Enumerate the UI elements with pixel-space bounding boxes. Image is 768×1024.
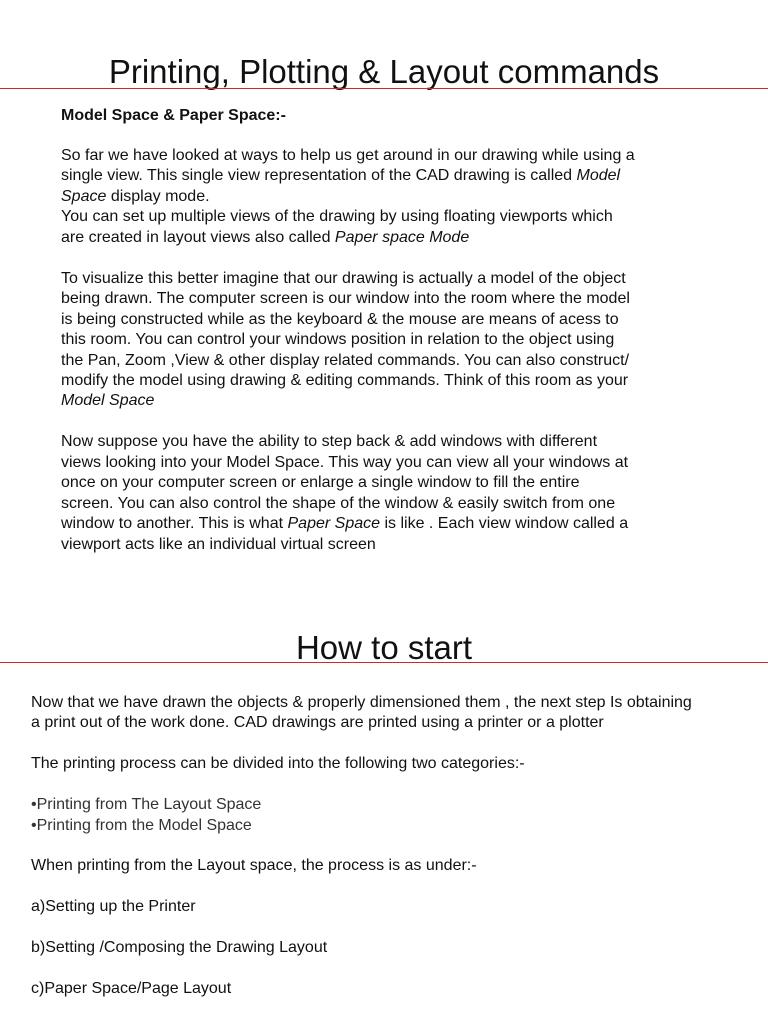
- text-run: So far we have looked at ways to help us get around in our drawing while using a: [61, 147, 635, 164]
- text-line: [61, 391, 154, 411]
- text-run: Model Space & Paper Space:-: [61, 107, 286, 124]
- text-run: •Printing from The Layout Space: [31, 796, 262, 813]
- text-run: is like . Each view window called a: [380, 515, 629, 532]
- text-run: c)Paper Space/Page Layout: [31, 980, 232, 997]
- text-line: [61, 473, 580, 493]
- section-title: Printing, Plotting & Layout commands: [108, 53, 660, 90]
- text-line: [61, 453, 628, 473]
- text-line: [61, 432, 597, 452]
- text-run: b)Setting /Composing the Drawing Layout: [31, 939, 328, 956]
- text-run: is being constructed while as the keyboard & the mouse are means of acess to: [61, 311, 619, 328]
- text-line: [61, 146, 635, 166]
- italic-term: Paper Space: [287, 515, 381, 532]
- text-line: [31, 979, 231, 999]
- text-run: Now suppose you have the ability to step back & add windows with different: [61, 433, 598, 450]
- text-run: a print out of the work done. CAD drawings are printed using a printer or a plotter: [31, 714, 604, 731]
- text-run: You can set up multiple views of the drawing by using floating viewports which: [61, 208, 613, 225]
- text-run: modify the model using drawing & editing commands. Think of this room as your: [61, 372, 629, 389]
- title-divider: [0, 88, 768, 89]
- text-line: [61, 207, 613, 227]
- text-line: [61, 228, 469, 248]
- text-run: viewport acts like an individual virtual screen: [61, 536, 376, 553]
- text-run: display mode.: [106, 188, 210, 205]
- text-line: [61, 187, 210, 207]
- text-line: [31, 713, 604, 733]
- text-run: once on your computer screen or enlarge a single window to fill the entire: [61, 474, 580, 491]
- italic-term: Paper space Mode: [334, 229, 470, 246]
- text-line: [61, 330, 614, 350]
- text-line: [61, 351, 629, 371]
- text-run: The printing process can be divided into the following two categories:-: [31, 755, 525, 772]
- text-run: When printing from the Layout space, the process is as under:-: [31, 857, 477, 874]
- text-run: To visualize this better imagine that our drawing is actually a model of the object: [61, 270, 626, 287]
- text-line: [31, 897, 196, 917]
- text-run: being drawn. The computer screen is our window into the room where the model: [61, 290, 630, 307]
- text-line: [31, 938, 327, 958]
- text-line: [61, 371, 628, 391]
- text-line: [31, 693, 692, 713]
- text-run: a)Setting up the Printer: [31, 898, 196, 915]
- subheading: [61, 106, 286, 126]
- italic-term: Model: [576, 167, 621, 184]
- text-run: views looking into your Model Space. This way you can view all your windows at: [61, 454, 629, 471]
- text-line: [31, 754, 525, 774]
- text-run: •Printing from the Model Space: [31, 817, 252, 834]
- text-run: this room. You can control your windows position in relation to the object using: [61, 331, 615, 348]
- text-run: screen. You can also control the shape of the window & easily switch from one: [61, 495, 616, 512]
- italic-term: Space: [61, 188, 107, 205]
- text-run: single view. This single view representation of the CAD drawing is called: [61, 167, 577, 184]
- text-run: window to another. This is what: [61, 515, 288, 532]
- title-divider: [0, 662, 768, 663]
- text-line: [61, 535, 376, 555]
- text-run: Now that we have drawn the objects & properly dimensioned them , the next step Is obtaining: [31, 694, 692, 711]
- bullet-item: [31, 795, 261, 815]
- text-run: the Pan, Zoom ,View & other display related commands. You can also construct/: [61, 352, 630, 369]
- text-line: [61, 514, 628, 534]
- text-line: [61, 494, 615, 514]
- bullet-item: [31, 816, 252, 836]
- text-line: [31, 856, 477, 876]
- text-line: [61, 310, 619, 330]
- text-line: [61, 166, 620, 186]
- text-run: are created in layout views also called: [61, 229, 335, 246]
- section-title: How to start: [295, 629, 473, 666]
- text-line: [61, 269, 626, 289]
- italic-term: Model Space: [61, 392, 155, 409]
- text-line: [61, 289, 630, 309]
